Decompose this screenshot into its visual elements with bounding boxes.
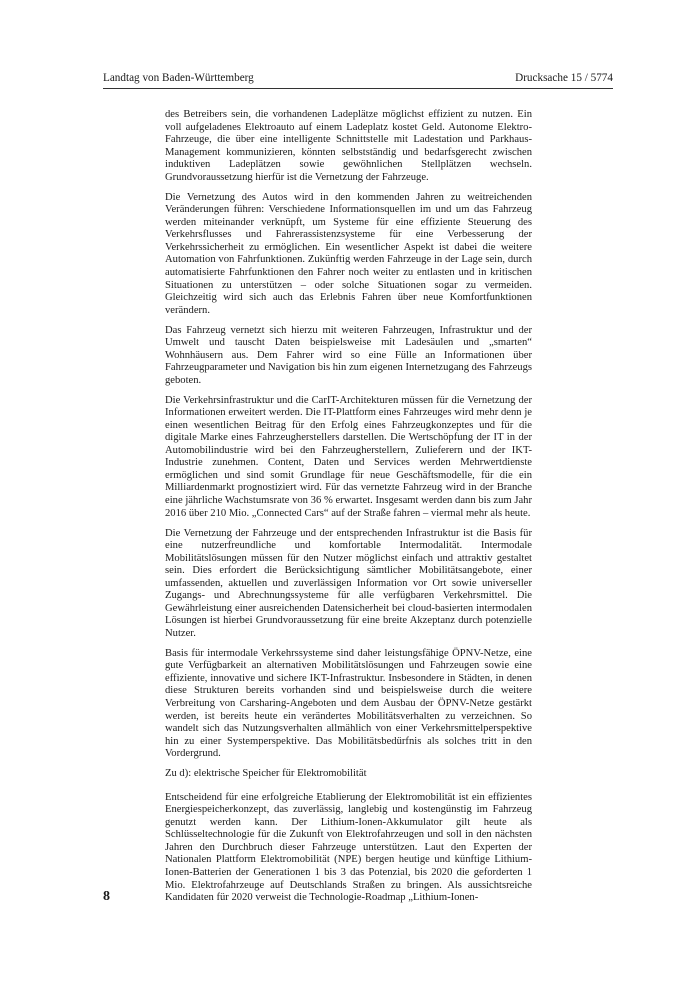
page-number: 8 [103,889,110,904]
paragraph: des Betreibers sein, die vorhandenen Ladeplätze möglichst effizient zu nutzen. Ein voll aufgeladenes Elektroauto auf einem Ladeplatz kostet Geld. Autonome Elektro-Fahrzeuge, die über eine intelligente Schnittstelle mit Ladestation und Parkhaus-Management kommunizieren, könnten selbstständig und bedarfsgerecht zwischen induktiven Ladeplätzen sowie gewöhnlichen Stellplätzen wechseln. Grundvoraussetzung hierfür ist die Vernetzung der Fahrzeuge. [165,109,532,183]
paragraph: Die Verkehrsinfrastruktur und die CarIT-Architekturen müssen für die Vernetzung der Informationen erweitert werden. Die IT-Plattform eines Fahrzeuges wird mehr denn je einen wesentlichen Beitrag für den Erfolg eines Fahrzeugkonzeptes und für die digitale Marke eines Fahrzeugherstellers darstellen. Die Wertschöpfung der IT in der Automobilindustrie wird bei den Fahrzeugherstellern, Zulieferern und der IKT-Industrie zunehmen. Content, Daten und Services werden Mehrwertdienste ermöglichen und sind somit Grundlage für neue Geschäftsmodelle, für die ein Milliardenmarkt prognostiziert wird. Für das vernetzte Fahrzeug wird in der Branche eine jährliche Wachstumsrate von 36 % erwartet. Insgesamt werden dann bis zum Jahr 2016 über 210 Mio. „Connected Cars“ auf der Straße fahren – viermal mehr als heute. [165,394,532,519]
paragraph: Die Vernetzung des Autos wird in den kommenden Jahren zu weitreichenden Veränderungen führen: Verschiedene Informationsquellen im und um das Fahrzeug werden miteinander verknüpft, um Systeme für eine effiziente Steuerung des Verkehrsflusses und Fahrerassistenzsysteme für eine Verbesserung der Verkehrssicherheit zu ermöglichen. Ein wesentlicher Aspekt ist dabei die weitere Automation von Fahrfunktionen. Zukünftig werden Fahrzeuge in der Lage sein, durch automatisierte Fahrfunktionen den Fahrer noch weiter zu entlasten und in kritischen Situationen zu unterstützen – oder solche Situationen sogar zu vermeiden. Gleichzeitig wird sich auch das Erlebnis Fahren über neue Komfortfunktionen verändern. [165,191,532,316]
header-left-title: Landtag von Baden-Württemberg [103,72,254,84]
section-heading: Zu d): elektrische Speicher für Elektromobilität [165,768,367,780]
paragraph: Das Fahrzeug vernetzt sich hierzu mit weiteren Fahrzeugen, Infrastruktur und der Umwelt und tauscht Daten beispielsweise mit Ladesäulen und „smarten“ Wohnhäusern aus. Dem Fahrer wird so eine Fülle an Informationen über Fahrzeugparameter und Navigation bis hin zum eigenen Internetzugang des Fahrzeugs geboten. [165,324,532,386]
paragraph: Basis für intermodale Verkehrssysteme sind daher leistungsfähige ÖPNV-Netze, eine gute Verfügbarkeit an alternativen Mobilitätslösungen und Fahrzeugen sowie eine effiziente, innovative und sichere IKT-Infrastruktur. Insbesondere in Städten, in denen diese Strukturen bereits vorhanden sind und beispielsweise durch die weitere Verbreitung von Carsharing-Angeboten und dem Ausbau der ÖPNV-Netze gestärkt werden, ist bereits heute ein verändertes Mobilitätsverhalten zu verzeichnen. So wandelt sich das Nutzungsverhalten allmählich von einer Verkehrsmittelperspektive hin zu einer Systemperspektive. Das Mobilitätsbedürfnis als solches tritt in den Vordergrund. [165,647,532,760]
header-document-number: Drucksache 15 / 5774 [515,72,613,84]
paragraph: Die Vernetzung der Fahrzeuge und der entsprechenden Infrastruktur ist die Basis für eine nutzerfreundliche und komfortable Intermodalität. Intermodale Mobilitätslösungen müssen für den Nutzer möglichst einfach und attraktiv gestaltet sein. Dies erfordert die Berücksichtigung sämtlicher Mobilitätsangebote, einer umfassenden, aktuellen und zuverlässigen Information vor Ort sowie universeller Zugangs- und Abrechnungssysteme für alle verfügbaren Verkehrsmittel. Die Gewährleistung einer ausreichenden Datensicherheit bei cloud-basierten intermodalen Lösungen ist hierbei Grundvoraussetzung für eine breite Akzeptanz durch potenzielle Nutzer. [165,527,532,639]
paragraph: Entscheidend für eine erfolgreiche Etablierung der Elektromobilität ist ein effizientes Energiespeicherkonzept, das zuverlässig, langlebig und kostengünstig im Fahrzeug genutzt werden kann. Der Lithium-Ionen-Akkumulator gilt heute als Schlüsseltechnologie für die Zukunft von Elektrofahrzeugen und soll in den nächsten Jahren den Durchbruch dieser Fahrzeuge unterstützen. Laut den Experten der Nationalen Plattform Elektromobilität (NPE) bergen heutige und künftige Lithium-Ionen-Batterien der Generationen 1 bis 3 das Potenzial, bis 2020 die geforderten 1 Mio. Elektrofahrzeuge auf Deutschlands Straßen zu bringen. Als aussichtsreiche Kandidaten für 2020 verweist die Technologie-Roadmap „Lithium-Ionen- [165,791,532,904]
document-body [165,109,532,912]
header-divider [103,88,613,89]
page-header [103,72,613,85]
